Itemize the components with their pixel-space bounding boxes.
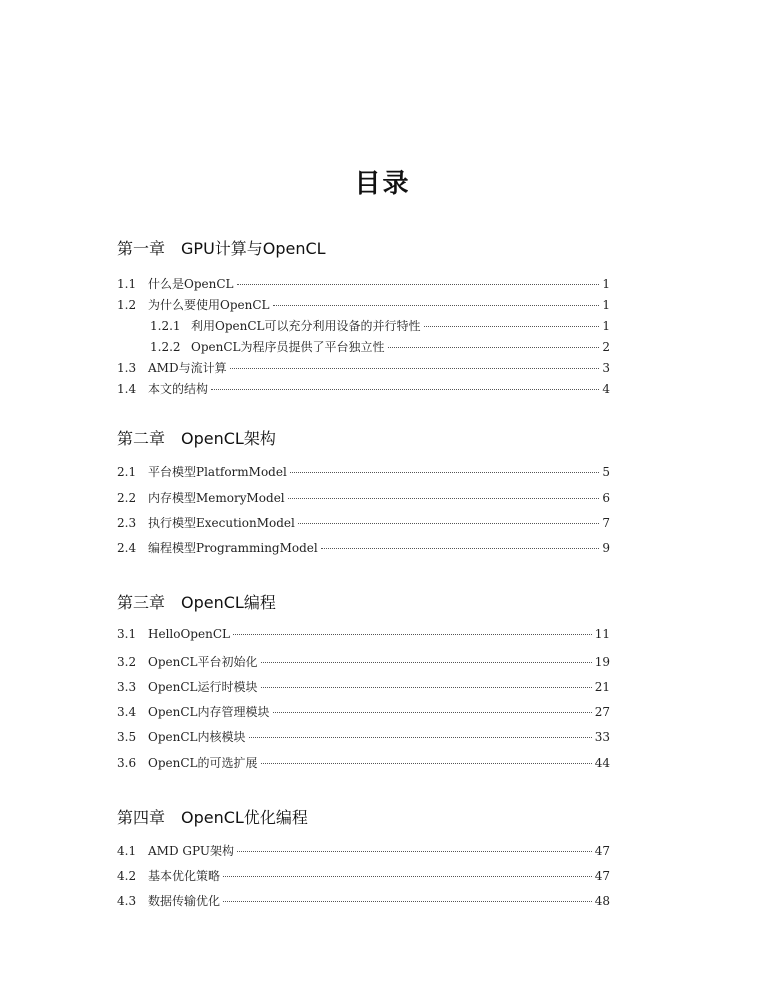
leader-dots (237, 283, 600, 285)
entry-page: 11 (594, 627, 610, 641)
leader-dots (230, 367, 600, 369)
toc-entry[interactable] (117, 842, 610, 860)
entry-page: 2 (602, 340, 610, 354)
leader-dots (321, 547, 600, 549)
toc-entry[interactable] (117, 892, 610, 910)
entry-number: 3.4 (117, 705, 137, 719)
entry-page: 1 (602, 298, 610, 312)
entry-page: 9 (602, 541, 610, 555)
entry-title: OpenCL内存管理模块 (148, 705, 270, 719)
entry-title: 基本优化策略 (148, 869, 221, 883)
entry-title: AMD与流计算 (148, 361, 227, 375)
entry-number: 4.3 (117, 894, 137, 908)
toc-entry[interactable] (117, 514, 610, 532)
chapter-name: OpenCL编程 (181, 593, 276, 612)
leader-dots (249, 736, 592, 738)
entry-title: OpenCL为程序员提供了平台独立性 (191, 340, 385, 354)
leader-dots (290, 471, 600, 473)
toc-entry[interactable] (117, 359, 610, 377)
toc-entry[interactable] (117, 627, 610, 645)
leader-dots (237, 850, 592, 852)
toc-entry[interactable] (117, 489, 610, 507)
chapter-4-heading (117, 805, 308, 828)
toc-entry[interactable] (117, 867, 610, 885)
entry-page: 47 (594, 844, 610, 858)
leader-dots (288, 497, 600, 499)
leader-dots (273, 304, 600, 306)
leader-dots (211, 388, 599, 390)
entry-page: 27 (594, 705, 610, 719)
entry-page: 48 (594, 894, 610, 908)
entry-number: 1.2.1 (150, 319, 181, 333)
leader-dots (261, 686, 592, 688)
entry-number: 4.2 (117, 869, 137, 883)
entry-number: 1.3 (117, 361, 137, 375)
entry-title: 利用OpenCL可以充分利用设备的并行特性 (191, 319, 421, 333)
entry-title: 编程模型ProgrammingModel (148, 541, 318, 555)
chapter-3-heading (117, 590, 276, 613)
chapter-number: 第二章 (117, 429, 166, 448)
entry-title: 执行模型ExecutionModel (148, 516, 295, 530)
chapter-1-heading (117, 236, 326, 259)
chapter-number: 第三章 (117, 593, 166, 612)
entry-page: 6 (602, 491, 610, 505)
entry-title: 什么是OpenCL (148, 277, 234, 291)
entry-title: HelloOpenCL (148, 627, 230, 641)
entry-number: 2.4 (117, 541, 137, 555)
toc-entry[interactable] (117, 728, 610, 746)
entry-page: 4 (602, 382, 610, 396)
entry-number: 3.3 (117, 680, 137, 694)
entry-number: 2.2 (117, 491, 137, 505)
toc-entry[interactable] (117, 296, 610, 314)
toc-entry[interactable] (117, 463, 610, 481)
entry-page: 19 (594, 655, 610, 669)
entry-title: 为什么要使用OpenCL (148, 298, 270, 312)
entry-number: 2.3 (117, 516, 137, 530)
entry-page: 3 (602, 361, 610, 375)
leader-dots (273, 711, 592, 713)
entry-title: OpenCL内核模块 (148, 730, 246, 744)
entry-number: 1.4 (117, 382, 137, 396)
entry-page: 44 (594, 756, 610, 770)
entry-number: 1.2 (117, 298, 137, 312)
chapter-2-heading (117, 426, 276, 449)
entry-number: 1.2.2 (150, 340, 181, 354)
toc-entry[interactable] (117, 380, 610, 398)
chapter-name: OpenCL优化编程 (181, 808, 308, 827)
toc-entry[interactable] (117, 539, 610, 557)
toc-entry[interactable] (117, 678, 610, 696)
toc-entry[interactable] (117, 275, 610, 293)
entry-number: 3.2 (117, 655, 137, 669)
leader-dots (388, 346, 600, 348)
toc-entry[interactable] (117, 703, 610, 721)
entry-title: 内存模型MemoryModel (148, 491, 285, 505)
entry-title: 数据传输优化 (148, 894, 221, 908)
entry-page: 5 (602, 465, 610, 479)
entry-page: 47 (594, 869, 610, 883)
entry-number: 1.1 (117, 277, 137, 291)
entry-number: 3.1 (117, 627, 137, 641)
leader-dots (223, 900, 592, 902)
toc-entry[interactable] (117, 754, 610, 772)
entry-title: AMD GPU架构 (148, 844, 234, 858)
leader-dots (298, 522, 600, 524)
entry-number: 3.5 (117, 730, 137, 744)
toc-subentry[interactable] (150, 338, 610, 356)
entry-number: 3.6 (117, 756, 137, 770)
chapter-number: 第一章 (117, 239, 166, 258)
chapter-name: GPU计算与OpenCL (181, 239, 326, 258)
entry-page: 33 (594, 730, 610, 744)
toc-subentry[interactable] (150, 317, 610, 335)
chapter-name: OpenCL架构 (181, 429, 276, 448)
page-title: 目录 (354, 169, 411, 199)
entry-page: 21 (594, 680, 610, 694)
chapter-number: 第四章 (117, 808, 166, 827)
leader-dots (424, 325, 600, 327)
entry-title: 本文的结构 (148, 382, 209, 396)
entry-page: 7 (602, 516, 610, 530)
leader-dots (233, 633, 592, 635)
entry-title: OpenCL平台初始化 (148, 655, 258, 669)
entry-number: 2.1 (117, 465, 137, 479)
toc-entry[interactable] (117, 653, 610, 671)
entry-number: 4.1 (117, 844, 137, 858)
entry-title: 平台模型PlatformModel (148, 465, 287, 479)
entry-title: OpenCL运行时模块 (148, 680, 258, 694)
leader-dots (261, 762, 592, 764)
entry-page: 1 (602, 277, 610, 291)
entry-page: 1 (602, 319, 610, 333)
leader-dots (223, 875, 592, 877)
entry-title: OpenCL的可选扩展 (148, 756, 258, 770)
leader-dots (261, 661, 592, 663)
